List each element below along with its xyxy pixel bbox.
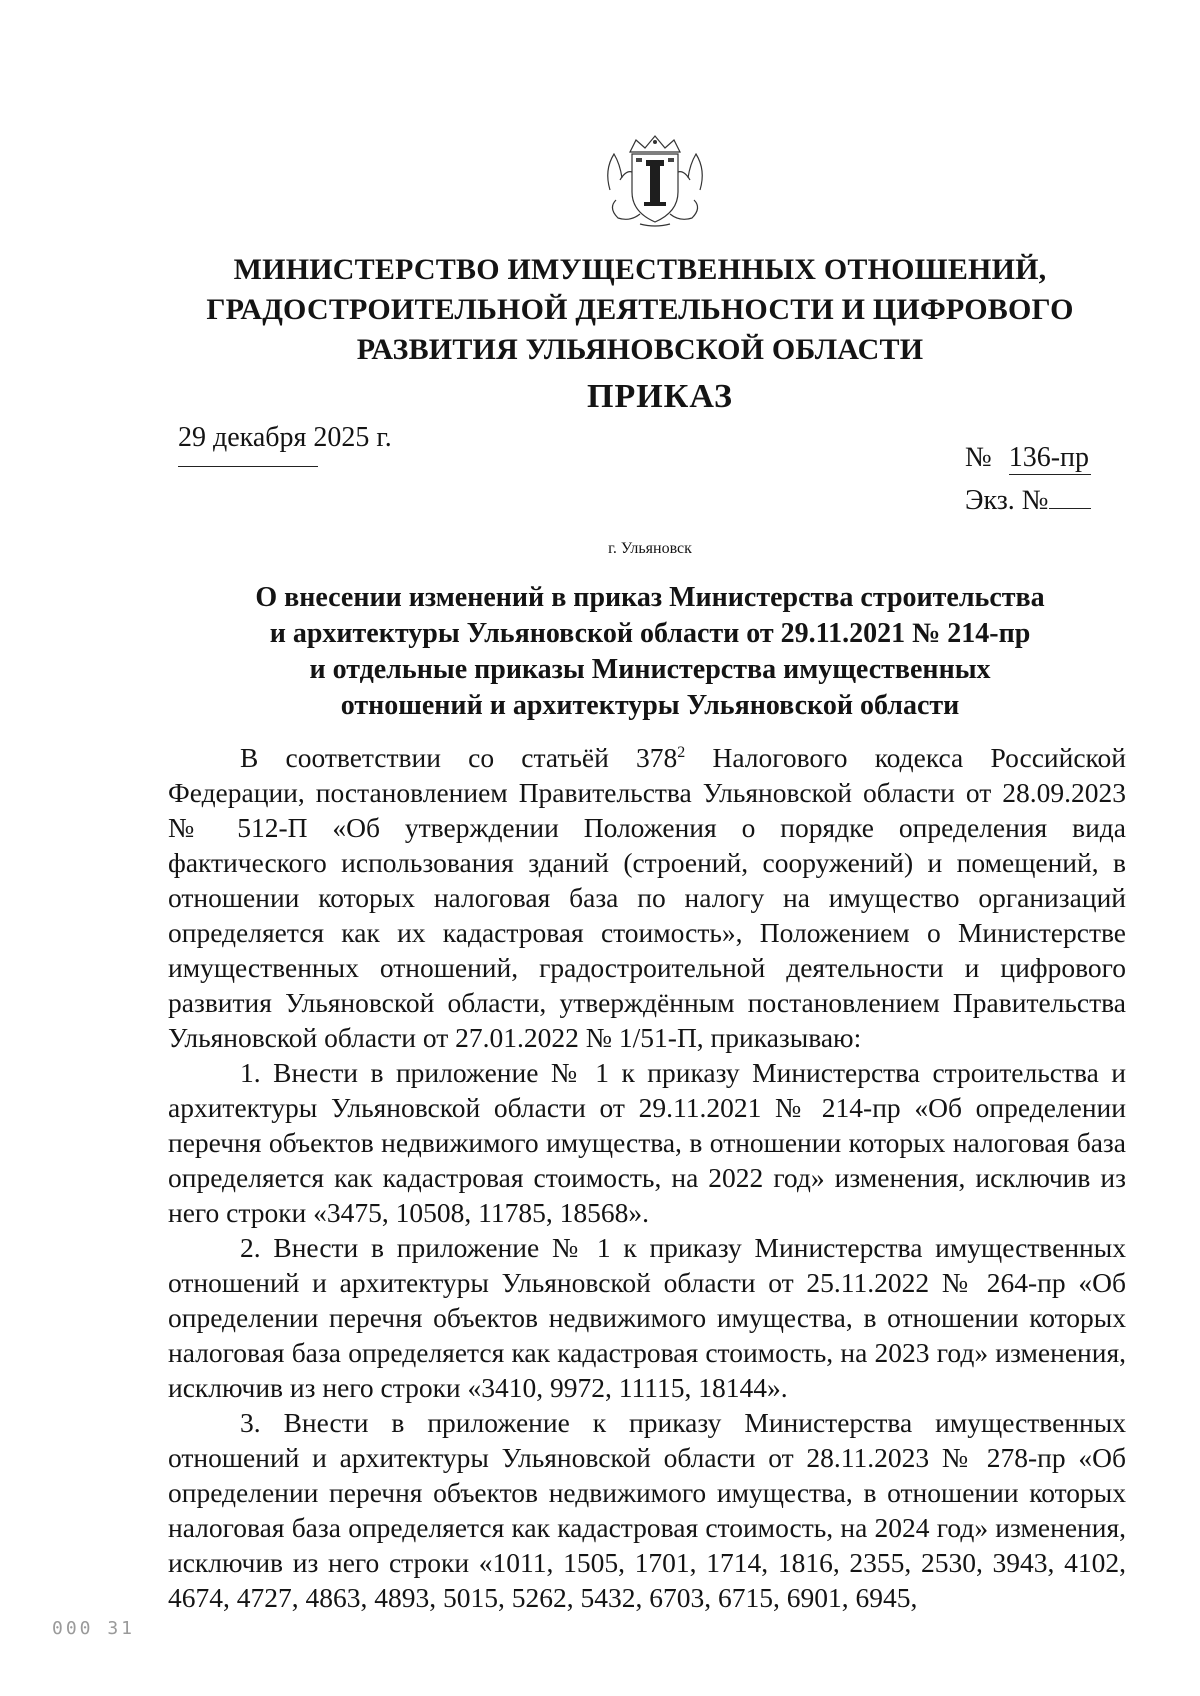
preamble-paragraph bbox=[168, 740, 1126, 1055]
subject-line: О внесении изменений в приказ Министерства строительства bbox=[255, 582, 1045, 613]
copy-number bbox=[965, 484, 1091, 517]
preamble-text-start: В соответствии со статьёй 378 bbox=[240, 742, 678, 773]
order-item-3: 3. Внести в приложение к приказу Министерства имущественных отношений и архитектуры Ульяновской области от 28.11.2023 № 278-пр «Об определении перечня объектов недвижимого имущества, в отношении которых налоговая база определяется как кадастровая стоимость, на 2024 год» изменения, исключив из него строки «1011, 1505, 1701, 1714, 1816, 2355, 2530, 3943, 4102, 4674, 4727, 4863, 4893, 5015, 5262, 5432, 6703, 6715, 6901, 6945, bbox=[168, 1407, 1126, 1613]
date-underline bbox=[178, 466, 318, 467]
order-item-2: 2. Внести в приложение № 1 к приказу Министерства имущественных отношений и архитектуры Ульяновской области от 25.11.2022 № 264-пр «Об определении перечня объектов недвижимого имущества, в отношении которых налоговая база определяется как кадастровая стоимость, на 2023 год» изменения, исключив из него строки «3410, 9972, 11115, 18144». bbox=[168, 1232, 1126, 1403]
ministry-title-line: ГРАДОСТРОИТЕЛЬНОЙ ДЕЯТЕЛЬНОСТИ И ЦИФРОВОГО bbox=[206, 293, 1074, 326]
document-body bbox=[168, 740, 1126, 1615]
coat-of-arms-icon bbox=[600, 130, 710, 230]
ministry-title-line: МИНИСТЕРСТВО ИМУЩЕСТВЕННЫХ ОТНОШЕНИЙ, bbox=[233, 253, 1047, 286]
document-type: ПРИКАЗ bbox=[587, 378, 733, 415]
subject-line: отношений и архитектуры Ульяновской области bbox=[340, 690, 960, 721]
document-subject bbox=[240, 580, 1060, 724]
order-item-1: 1. Внести в приложение № 1 к приказу Министерства строительства и архитектуры Ульяновской области от 29.11.2021 № 214-пр «Об определении перечня объектов недвижимого имущества, в отношении которых налоговая база определяется как кадастровая стоимость, на 2022 год» изменения, исключив из него строки «3475, 10508, 11785, 18568». bbox=[168, 1057, 1126, 1228]
document-number bbox=[965, 442, 1091, 475]
ministry-title bbox=[200, 250, 1080, 370]
article-superscript: 2 bbox=[677, 743, 686, 761]
preamble-text-end: Налогового кодекса Российской Федерации, постановлением Правительства Ульяновской области от 28.09.2023 № 512-П «Об утверждении Положения о порядке определения вида фактического использования зданий (строений, сооружений) и помещений, в отношении которых налоговая база по налогу на имущество организаций определяется как их кадастровая стоимость», Положением о Министерстве имущественных отношений, градостроительной деятельности и цифрового развития Ульяновской области, утверждённым постановлением Правительства Ульяновской области от 27.01.2022 № 1/51-П, приказываю: bbox=[168, 742, 1126, 1053]
scan-mark: 000 31 bbox=[52, 1618, 136, 1639]
number-value: 136-пр bbox=[1008, 442, 1090, 473]
subject-line: и отдельные приказы Министерства имущественных bbox=[309, 654, 991, 685]
copy-label: Экз. № bbox=[965, 485, 1049, 516]
subject-line: и архитектуры Ульяновской области от 29.11.2021 № 214-пр bbox=[269, 618, 1031, 649]
ministry-title-line: РАЗВИТИЯ УЛЬЯНОВСКОЙ ОБЛАСТИ bbox=[356, 333, 924, 366]
document-date: 29 декабря 2025 г. bbox=[178, 422, 392, 453]
copy-blank-field bbox=[1049, 484, 1091, 509]
number-label: № bbox=[965, 442, 992, 473]
issue-city: г. Ульяновск bbox=[608, 540, 692, 557]
